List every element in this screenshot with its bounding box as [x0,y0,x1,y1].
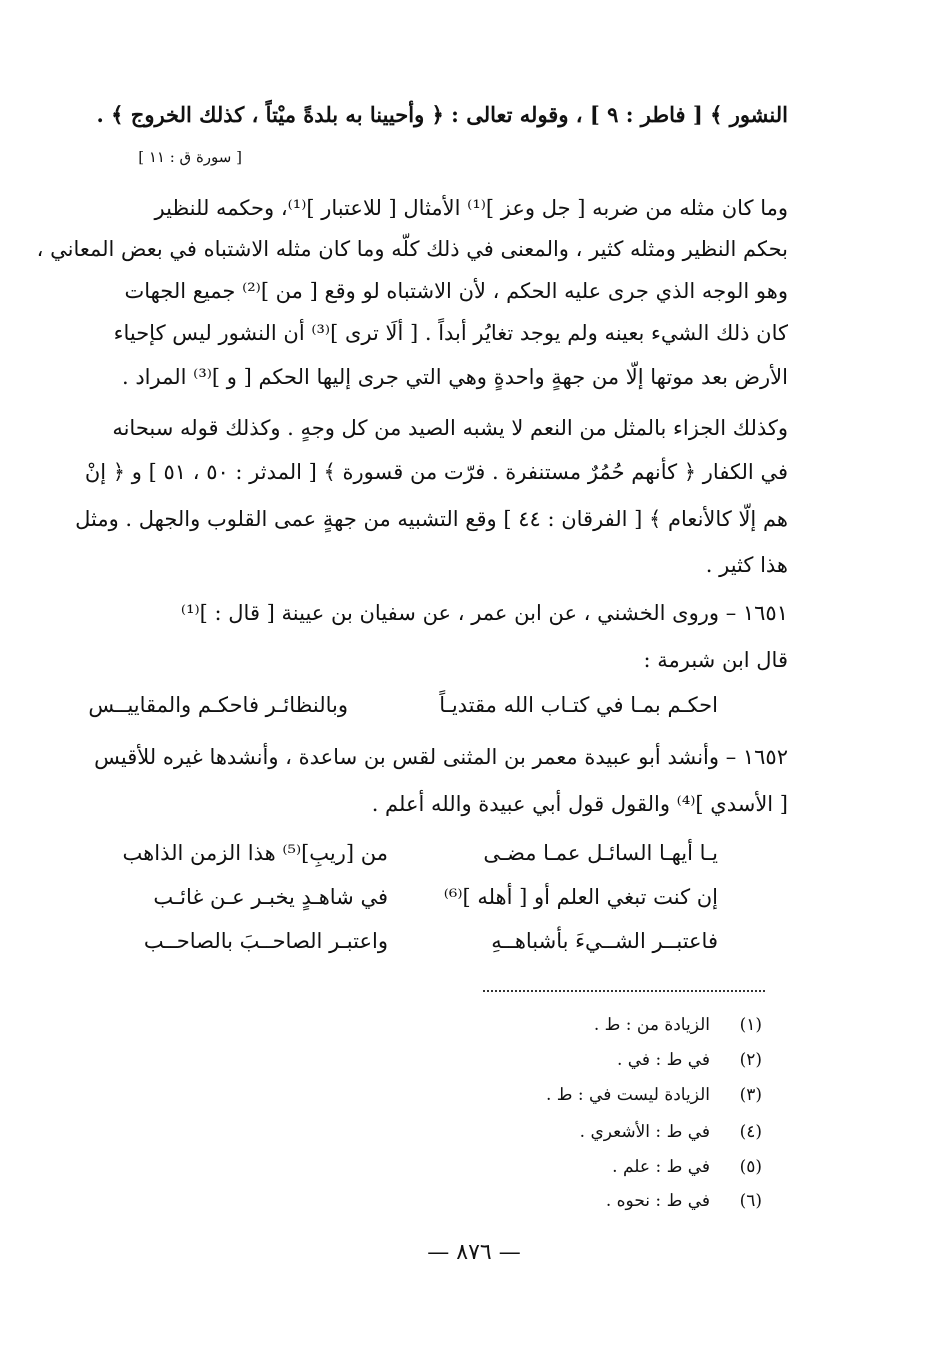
footnote-number: (١) [739,1015,762,1035]
footnote-separator [483,990,765,992]
poem-2-line-1-right: يـا أيهـا السائـل عمـا مضـى [483,841,718,865]
poem-2-line-3-left: واعتبـر الصاحــبَ بالصاحــب [143,929,388,953]
text-line-8: وكذلك الجزاء بالمثل من النعم لا يشبه الصيد من كل وجهٍ . وكذلك قوله سبحانه [112,416,788,440]
footnote-number: (٦) [739,1191,762,1211]
poem-2-line-2-right: إن كنت تبغي العلم أو [ أهله ]⁽⁶⁾ [443,885,718,909]
text-line-10: هم إلّا كالأنعام ﴾ [ الفرقان : ٤٤ ] وقع التشبيه من جهةٍ عمى القلوب والجهل . ومثل [75,507,788,531]
footnote-number: (٤) [739,1122,762,1142]
hadith-1652: ١٦٥٢ – وأنشد أبو عبيدة معمر بن المثنى لقس بن ساعدة ، وأنشدها غيره للأقيس [94,745,788,769]
text-line-4: بحكم النظير ومثله كثير ، والمعنى في ذلك كلّه وما كان مثله الاشتباه في بعض المعاني ، [36,237,788,261]
text-line-13: قال ابن شبرمة : [643,648,788,672]
footnote-text: في ط : في . [616,1050,710,1070]
footnote-text: في ط : علم . [612,1157,710,1177]
footnote-text: الزيادة من : ط . [593,1015,710,1035]
footnote-number: (٣) [739,1085,762,1105]
text-line-2: [ سورة ق : ١١ ] [138,148,242,166]
poem-2-line-2-left: في شاهـدٍ يخبـر عـن غائـب [153,885,388,909]
poem-1-hemistich-right: احكـم بمـا في كتـاب الله مقتديـاً [439,693,718,717]
poem-2-line-3-right: فاعتبــر الشــيءَ بأشباهــهِ [491,929,718,953]
page-number: — ٨٧٦ — [427,1240,521,1265]
poem-2-line-1-left: من [ريبِ]⁽⁵⁾ هذا الزمن الذاهب [122,841,388,865]
footnote-number: (٥) [739,1157,762,1177]
footnote-text: الزيادة ليست في : ط . [545,1085,710,1105]
footnote-text: في ط : نحوه . [605,1191,710,1211]
text-line-1: النشور ﴾ [ فاطر : ٩ ] ، وقوله تعالى : ﴿ وأحيينا به بلدةً ميْتاً ، كذلك الخروج ﴾ . [96,102,788,127]
text-line-9: في الكفار ﴿ كأنهم حُمُرٌ مستنفرة . فرّت من قسورة ﴾ [ المدثر : ٥٠ ، ٥١ ] و ﴿ إنْ [84,460,788,484]
poem-1-hemistich-left: وبالنظائـر فاحكـم والمقاييــس [88,693,348,717]
hadith-1651: ١٦٥١ – وروى الخشني ، عن ابن عمر ، عن سفيان بن عيينة [ قال : ]⁽¹⁾ [180,601,788,625]
text-line-6: كان ذلك الشيء بعينه ولم يوجد تغايُر أبداً . [ ألَا ترى ]⁽³⁾ أن النشور ليس كإحياء [113,321,788,345]
text-line-11: هذا كثير . [705,553,788,577]
text-line-5: وهو الوجه الذي جرى عليه الحكم ، لأن الاشتباه لو وقع [ من ]⁽²⁾ جميع الجهات [124,279,788,303]
text-line-15: [ الأسدي ]⁽⁴⁾ والقول قول أبي عبيدة والله أعلم . [371,792,788,816]
text-line-7: الأرض بعد موتها إلّا من جهةٍ واحدةٍ وهي التي جرى إليها الحكم [ و ]⁽³⁾ المراد . [121,365,788,389]
text-line-3: وما كان مثله من ضربه [ جل وعز ]⁽¹⁾ الأمثال [ للاعتبار ]⁽¹⁾، وحكمه للنظير [154,196,788,220]
footnote-text: في ط : الأشعري . [579,1122,710,1142]
footnote-number: (٢) [739,1050,762,1070]
